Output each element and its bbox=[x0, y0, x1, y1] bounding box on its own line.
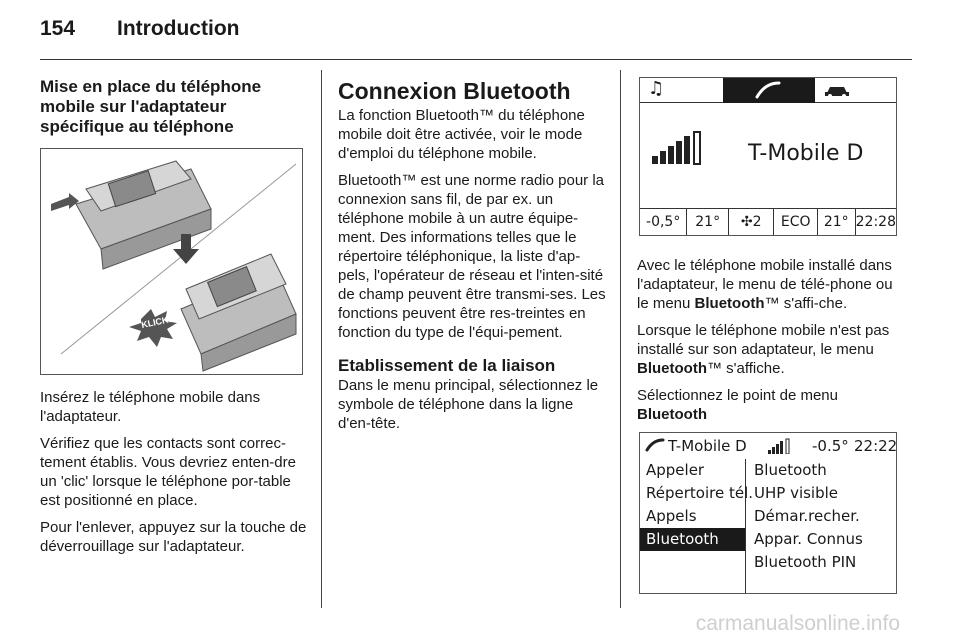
phone-adapter-illustration bbox=[40, 148, 303, 375]
status-temp-right: 21° bbox=[818, 209, 856, 235]
col1-text bbox=[40, 388, 310, 564]
signal-strength-icon bbox=[652, 130, 704, 166]
submenu-item-bluetooth: Bluetooth bbox=[754, 461, 827, 479]
status-clock: 22:28 bbox=[855, 214, 896, 230]
col2-paragraph-3: Dans le menu principal, sélectionnez le symbole de téléphone dans la ligne d'en-tête. bbox=[338, 377, 599, 432]
signal-strength-icon bbox=[768, 438, 794, 454]
car-icon bbox=[824, 84, 850, 98]
fan-icon: ✣ bbox=[740, 214, 753, 230]
col2-text bbox=[338, 78, 606, 441]
display2-header bbox=[640, 433, 896, 459]
col3-paragraph-1: Avec le téléphone mobile installé dans l'adaptateur, le menu de télé-phone ou le menu Bluetooth™ s'affi-che. bbox=[637, 257, 893, 312]
subheading-etablissement: Etablissement de la liaison bbox=[338, 356, 556, 375]
phone-tab-active bbox=[723, 78, 815, 103]
status-temp-left: 21° bbox=[687, 209, 729, 235]
music-note-icon: ♫ bbox=[648, 78, 665, 99]
phone-handset-icon bbox=[644, 437, 666, 453]
status-fan bbox=[729, 209, 774, 235]
column-divider-2 bbox=[620, 70, 621, 608]
submenu-item-demar-recher: Démar.recher. bbox=[754, 507, 860, 525]
section-heading-connexion-bluetooth: Connexion Bluetooth bbox=[338, 78, 571, 104]
bluetooth-submenu-list bbox=[752, 459, 896, 593]
operator-name: T-Mobile D bbox=[748, 141, 864, 166]
adapter-bottom bbox=[129, 234, 296, 371]
submenu-item-bluetooth-pin: Bluetooth PIN bbox=[754, 553, 857, 571]
column-divider-1 bbox=[321, 70, 322, 608]
col3-paragraph-3: Sélectionnez le point de menu Bluetooth bbox=[637, 387, 838, 423]
col1-paragraph-3: Pour l'enlever, appuyez sur la touche de déverrouillage sur l'adaptateur. bbox=[40, 519, 307, 555]
menu-item-bluetooth-selected: Bluetooth bbox=[640, 528, 745, 551]
display2-operator: T-Mobile D bbox=[668, 437, 747, 455]
display-tab-bar bbox=[640, 78, 896, 103]
col1-paragraph-1: Insérez le téléphone mobile dans l'adaptateur. bbox=[40, 389, 261, 425]
phone-display-bluetooth-menu bbox=[639, 432, 897, 594]
menu-item-repertoire: Répertoire tél. bbox=[646, 484, 753, 502]
status-outside-temp: -0,5° bbox=[640, 209, 687, 235]
section-heading-mise-en-place: Mise en place du téléphone mobile sur l'adaptateur spécifique au téléphone bbox=[40, 77, 262, 136]
submenu-item-uhp-visible: UHP visible bbox=[754, 484, 839, 502]
col3-text bbox=[637, 256, 905, 432]
status-fan-level: 2 bbox=[752, 214, 762, 230]
phone-handset-icon bbox=[723, 78, 815, 103]
phone-adapter-drawing bbox=[41, 149, 302, 374]
menu-item-appeler: Appeler bbox=[646, 461, 705, 479]
header-divider bbox=[40, 59, 912, 60]
page-number: 154 bbox=[40, 17, 76, 40]
page-title: Introduction bbox=[117, 17, 240, 40]
status-eco: ECO bbox=[774, 209, 818, 235]
display2-temp: -0.5° bbox=[812, 437, 849, 455]
display2-clock: 22:22 bbox=[854, 437, 898, 455]
klick-label: KLICK! bbox=[140, 313, 173, 331]
col2-paragraph-2: Bluetooth™ est une norme radio pour la connexion sans fil, de par ex. un téléphone mobile à un autre équipe-ment. Des informations telles que le répertoire téléphonique, la liste d'ap-pels, l'opérateur de réseau et l'inten-sité de champ peuvent être transmi-ses. Les fonctions peuvent être res-treintes en fonction du type de l'équi-pement. bbox=[338, 172, 606, 341]
main-menu-list bbox=[640, 459, 753, 593]
menu-item-appels: Appels bbox=[646, 507, 697, 525]
col3-paragraph-2: Lorsque le téléphone mobile n'est pas installé sur son adaptateur, le menu Bluetooth™ s'affiche. bbox=[637, 322, 890, 377]
watermark-text: carmanualsonline.info bbox=[695, 612, 900, 635]
col2-paragraph-1: La fonction Bluetooth™ du téléphone mobile doit être activée, voir le mode d'emploi du téléphone mobile. bbox=[338, 107, 585, 162]
submenu-item-appar-connus: Appar. Connus bbox=[754, 530, 863, 548]
col1-paragraph-2: Vérifiez que les contacts sont correc-tement établis. Vous devriez enten-dre un 'clic' lorsque le téléphone por-table est positionné en place. bbox=[40, 435, 296, 509]
phone-display-main bbox=[639, 77, 897, 236]
display-status-bar bbox=[640, 208, 896, 235]
